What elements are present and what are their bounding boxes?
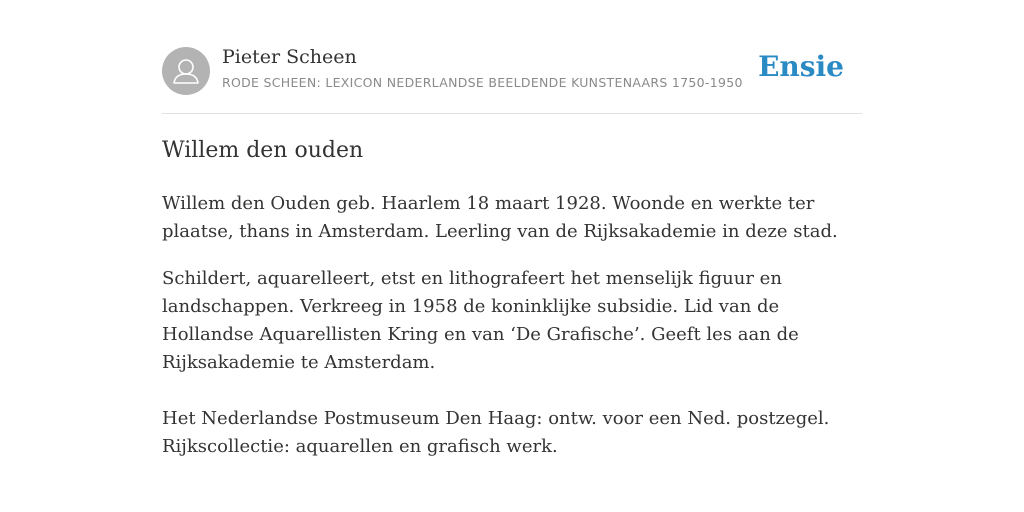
entry-paragraph: Schildert, aquarelleert, etst en lithografeert het menselijk figuur en landschappen. Verkreeg in 1958 de koninklijke subsidie. Lid van de Hollandse Aquarellisten Kring en van ‘De Grafische’. Geeft les aan de Rijksakademie te Amsterdam. [162, 268, 799, 373]
entry-header [162, 47, 862, 97]
entry-paragraph: Het Nederlandse Postmuseum Den Haag: ontw. voor een Ned. postzegel. Rijkscollectie: aquarellen en grafisch werk. [162, 408, 830, 457]
ensie-logo[interactable]: Ensie [758, 50, 844, 83]
entry-title: Willem den ouden [162, 138, 364, 163]
source-title[interactable]: RODE SCHEEN: LEXICON NEDERLANDSE BEELDENDE KUNSTENAARS 1750-1950 [222, 75, 743, 90]
entry-card [162, 0, 862, 512]
header-divider [162, 113, 862, 114]
author-name[interactable]: Pieter Scheen [222, 46, 357, 68]
user-icon [162, 47, 210, 95]
author-avatar[interactable] [162, 47, 210, 95]
entry-paragraph: Willem den Ouden geb. Haarlem 18 maart 1928. Woonde en werkte ter plaatse, thans in Amsterdam. Leerling van de Rijksakademie in deze stad. [162, 193, 838, 242]
